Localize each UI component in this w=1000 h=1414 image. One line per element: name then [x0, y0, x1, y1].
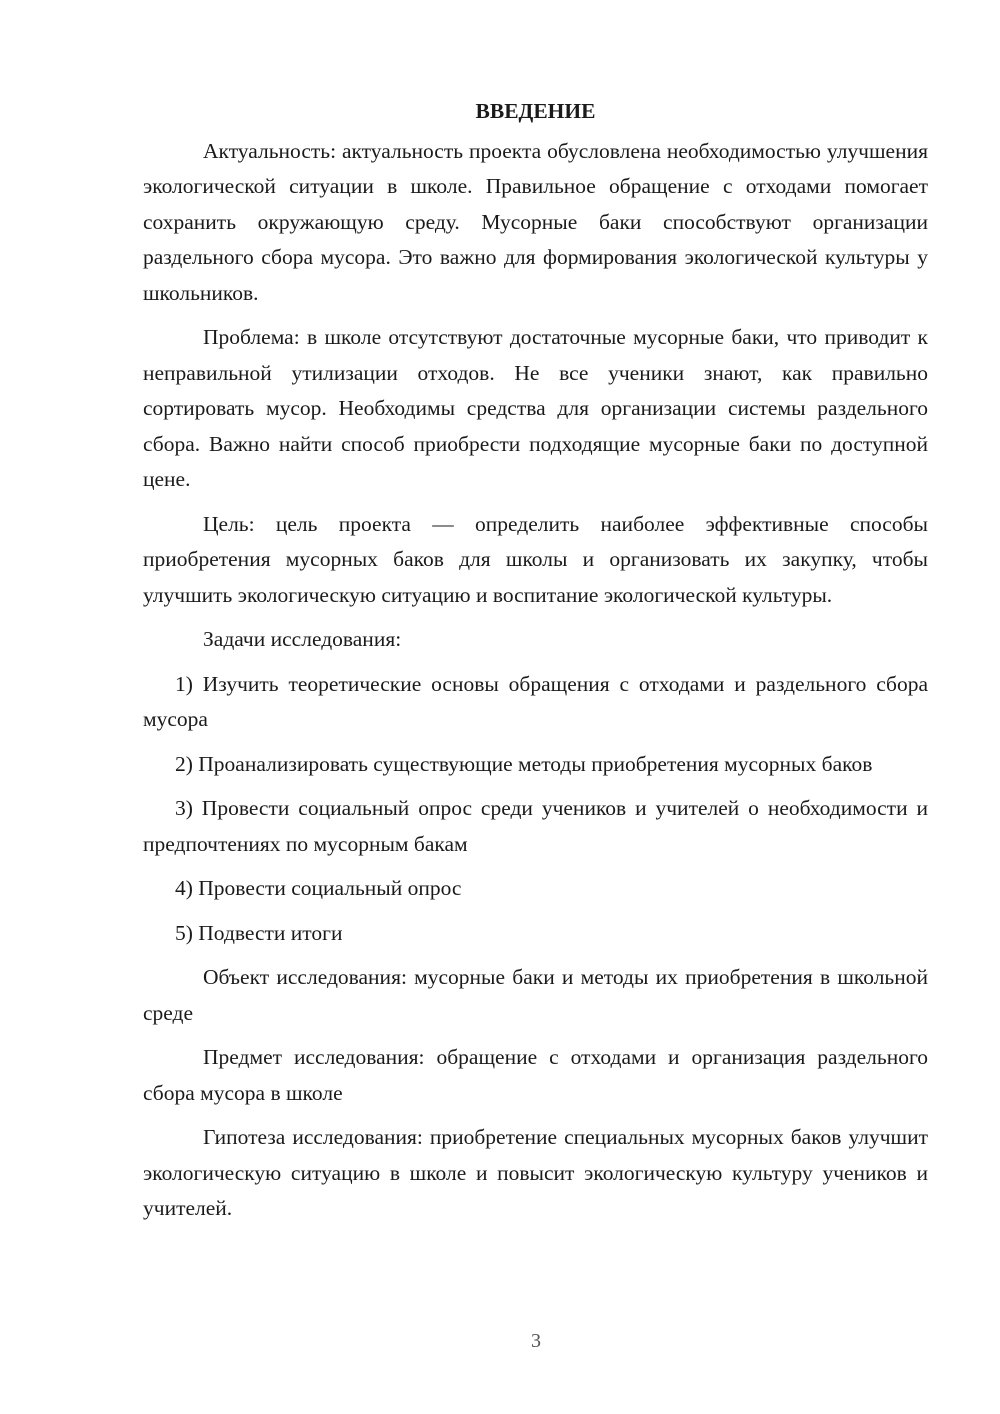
task-item-3: 3) Провести социальный опрос среди учеников и учителей о необходимости и предпочтениях по мусорным бакам [143, 796, 928, 856]
task-item-5: 5) Подвести итоги [175, 920, 343, 945]
subject-paragraph: Предмет исследования: обращение с отходами и организация раздельного сбора мусора в школе [143, 1045, 928, 1105]
page-number: 3 [531, 1330, 541, 1352]
section-title: ВВЕДЕНИЕ [475, 99, 596, 123]
task-item-1: 1) Изучить теоретические основы обращения с отходами и раздельного сбора мусора [143, 671, 928, 731]
relevance-paragraph: Актуальность: актуальность проекта обусловлена необходимостью улучшения экологической ситуации в школе. Правильное обращение с отходами помогает сохранить окружающую среду. Мусорные баки способствуют организации раздельного сбора мусора. Это важно для формирования экологической культуры у школьников. [143, 138, 928, 305]
hypothesis-paragraph: Гипотеза исследования: приобретение специальных мусорных баков улучшит экологическую ситуацию в школе и повысит экологическую культуру учеников и учителей. [143, 1125, 928, 1220]
tasks-list [143, 667, 928, 952]
goal-paragraph: Цель: цель проекта — определить наиболее эффективные способы приобретения мусорных баков для школы и организовать их закупку, чтобы улучшить экологическую ситуацию и воспитание экологической культуры. [143, 511, 928, 607]
tasks-heading: Задачи исследования: [203, 627, 402, 651]
problem-paragraph: Проблема: в школе отсутствуют достаточные мусорные баки, что приводит к неправильной утилизации отходов. Не все ученики знают, как правильно сортировать мусор. Необходимы средства для организации системы раздельного сбора. Важно найти способ приобрести подходящие мусорные баки по доступной цене. [143, 325, 928, 491]
task-item-4: 4) Провести социальный опрос [175, 876, 462, 900]
task-item-2: 2) Проанализировать существующие методы приобретения мусорных баков [175, 751, 873, 776]
object-paragraph: Объект исследования: мусорные баки и методы их приобретения в школьной среде [143, 965, 928, 1025]
page-content [143, 94, 928, 1236]
